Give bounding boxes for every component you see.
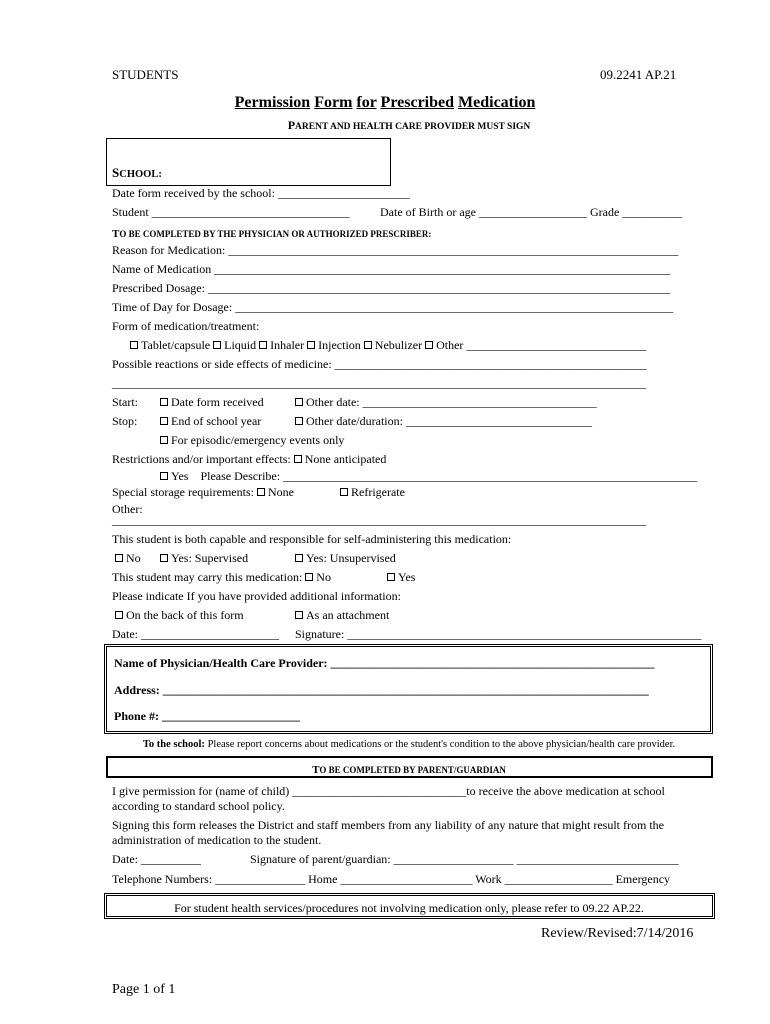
episodic-checkbox[interactable]: For episodic/emergency events only (160, 433, 344, 448)
storage-row: Special storage requirements: None (112, 485, 294, 499)
other-label: Other: (112, 502, 143, 516)
stop-label: Stop: (112, 414, 138, 428)
physician-heading: TO BE COMPLETED BY THE PHYSICIAN OR AUTHORIZED PRESCRIBER: (112, 228, 432, 240)
provider-address-field[interactable]: Address: _________________________________________________________________________________ (114, 683, 649, 697)
injection-checkbox[interactable]: Injection (307, 338, 361, 352)
provider-phone-field[interactable]: Phone #: _______________________ (114, 709, 300, 723)
liquid-checkbox[interactable]: Liquid (213, 338, 256, 352)
release-line1: Signing this form releases the District and staff members from any liability of any nature that might result from the (112, 818, 664, 832)
nebulizer-checkbox[interactable]: Nebulizer (364, 338, 422, 352)
carry-no-checkbox[interactable]: No (305, 570, 331, 584)
parent-signature-field[interactable]: Signature of parent/guardian: ____________________ ___________________________ (250, 852, 679, 866)
restrictions-yes-checkbox[interactable]: Yes Please Describe: _____________________________________________________________________ (160, 469, 697, 484)
back-of-form-checkbox[interactable]: On the back of this form (115, 608, 244, 623)
self-admin-supervised-checkbox[interactable]: Yes: Supervised (160, 551, 248, 566)
reason-field[interactable]: Reason for Medication: ___________________________________________________________________________ (112, 243, 679, 257)
dob-grade-field[interactable]: Date of Birth or age __________________ Grade __________ (380, 205, 683, 219)
stop-end-of-year-checkbox[interactable]: End of school year (160, 414, 261, 429)
start-other-date-checkbox[interactable]: Other date: _______________________________________ (295, 395, 597, 410)
permission-line1[interactable]: I give permission for (name of child) _____________________________to receive the above medication at school (112, 784, 665, 798)
additional-info-question: Please indicate If you have provided additional information: (112, 589, 401, 603)
tablet-checkbox[interactable]: Tablet/capsule (130, 338, 210, 352)
stop-other-duration-checkbox[interactable]: Other date/duration: _______________________________ (295, 414, 592, 429)
side-effects-line2[interactable]: _________________________________________________________________________________________ (112, 376, 646, 390)
time-of-day-field[interactable]: Time of Day for Dosage: _________________________________________________________________________ (112, 300, 674, 314)
restrictions-row: Restrictions and/or important effects: None anticipated (112, 452, 387, 466)
other-line[interactable]: _________________________________________________________________________________________ (112, 513, 646, 527)
physician-date-field[interactable]: Date: _______________________ (112, 627, 279, 641)
other-checkbox[interactable]: Other ______________________________ (425, 338, 646, 352)
form-options (130, 338, 646, 353)
carry-yes-checkbox[interactable]: Yes (387, 570, 415, 585)
dosage-field[interactable]: Prescribed Dosage: _____________________________________________________________________________ (112, 281, 670, 295)
school-label: SCHOOL: (112, 165, 162, 180)
storage-none-checkbox[interactable]: None (257, 485, 294, 499)
release-line2: administration of medication to the student. (112, 833, 322, 847)
parent-date-field[interactable]: Date: __________ (112, 852, 201, 866)
start-label: Start: (112, 395, 138, 409)
subtitle: PARENT AND HEALTH CARE PROVIDER MUST SIGN (287, 118, 531, 132)
student-field[interactable]: Student _________________________________ (112, 205, 350, 219)
inhaler-checkbox[interactable]: Inhaler (259, 338, 304, 352)
form-label: Form of medication/treatment: (112, 319, 260, 333)
medication-name-field[interactable]: Name of Medication ____________________________________________________________________________ (112, 262, 671, 276)
self-admin-question: This student is both capable and responsible for self-administering this medication: (112, 532, 512, 546)
start-date-received-checkbox[interactable]: Date form received (160, 395, 264, 410)
section-label: STUDENTS (112, 67, 179, 82)
self-admin-unsupervised-checkbox[interactable]: Yes: Unsupervised (295, 551, 396, 566)
footer-note: For student health services/procedures not involving medication only, please refer to 09.22 AP.22. (174, 901, 644, 915)
date-received-field[interactable]: Date form received by the school: ______________________ (112, 186, 410, 200)
carry-row: This student may carry this medication: No (112, 570, 331, 584)
refrigerate-checkbox[interactable]: Refrigerate (340, 485, 405, 500)
revised-date: Review/Revised:7/14/2016 (541, 926, 694, 941)
provider-name-field[interactable]: Name of Physician/Health Care Provider: ______________________________________________________ (114, 656, 655, 670)
attachment-checkbox[interactable]: As an attachment (295, 608, 389, 623)
self-admin-no-checkbox[interactable]: No (115, 551, 141, 566)
permission-line2: according to standard school policy. (112, 799, 285, 813)
page-number: Page 1 of 1 (112, 982, 176, 997)
page-title: Permission Form for Prescribed Medication (234, 94, 536, 111)
telephone-numbers-field[interactable]: Telephone Numbers: _______________ Home ______________________ Work __________________ Emergency (112, 872, 671, 886)
school-note: To the school: Please report concerns about medications or the student's condition to the above physician/health care provider. (142, 739, 676, 750)
none-anticipated-checkbox[interactable]: None anticipated (294, 452, 387, 466)
physician-signature-field[interactable]: Signature: ___________________________________________________________ (295, 627, 702, 641)
parent-heading: TO BE COMPLETED BY PARENT/GUARDIAN (312, 764, 506, 776)
policy-code: 09.2241 AP.21 (600, 67, 677, 82)
side-effects-field[interactable]: Possible reactions or side effects of medicine: ____________________________________________________ (112, 357, 647, 371)
